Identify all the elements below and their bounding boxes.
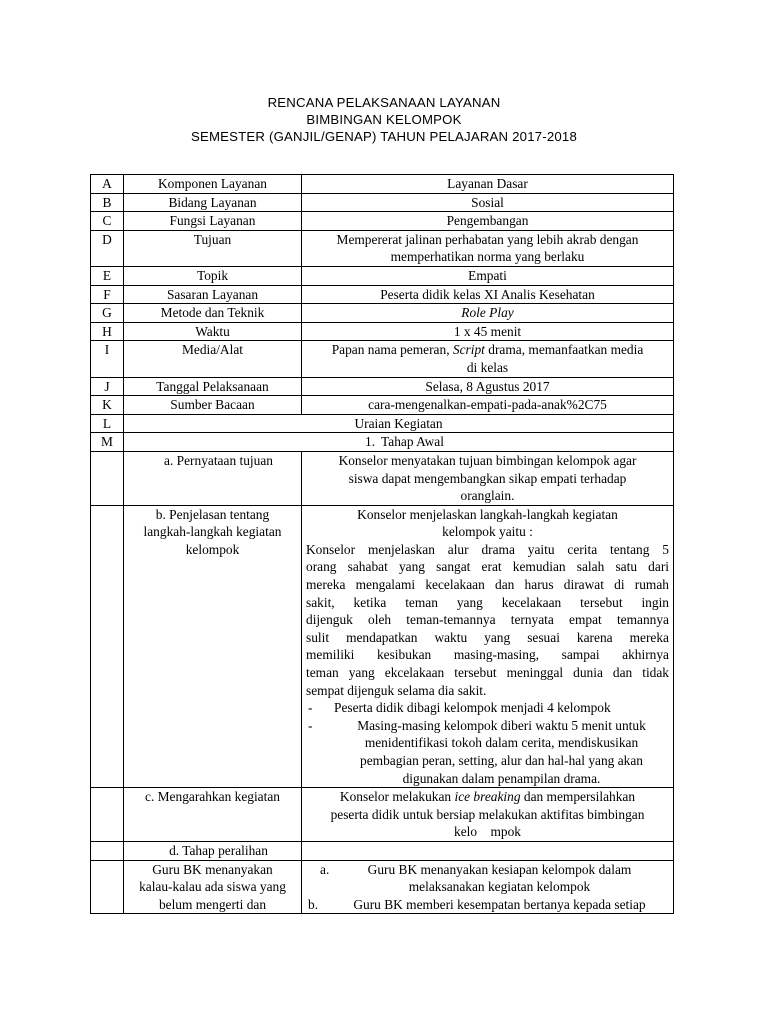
table-row	[91, 285, 674, 304]
empty-cell	[91, 505, 124, 788]
row-value: Role Play	[302, 304, 674, 323]
row-value: Peserta didik kelas XI Analis Kesehatan	[302, 285, 674, 304]
table-row	[91, 451, 674, 505]
bullet-line: menidentifikasi tokoh dalam cerita, mendiskusikan	[364, 735, 639, 751]
row-value: 1 x 45 menit	[302, 322, 674, 341]
activity-description	[302, 451, 674, 505]
row-code: F	[91, 285, 124, 304]
bullet-text: Peserta didik dibagi kelompok menjadi 4 kelompok	[334, 700, 611, 716]
description-line: mereka mengalami kecelakaan dan harus dirawat di rumah	[306, 577, 669, 593]
row-code: C	[91, 212, 124, 231]
row-label: Komponen Layanan	[124, 175, 302, 194]
description-line: dijenguk oleh teman-temannya ternyata empat temannya	[306, 612, 669, 628]
item-line: melaksanakan kegiatan kelompok	[408, 879, 591, 895]
value-italic: Script	[452, 342, 485, 358]
numbered-item	[306, 896, 669, 914]
table-row	[91, 788, 674, 842]
row-code: G	[91, 304, 124, 323]
table-row	[91, 322, 674, 341]
description-text: dan mempersilahkan	[520, 789, 636, 805]
table-row	[91, 175, 674, 194]
label-line: b. Penjelasan tentang	[155, 506, 270, 522]
row-value: Sosial	[302, 193, 674, 212]
table-row	[91, 212, 674, 231]
label-line: kelompok	[185, 541, 240, 557]
value-text: drama, memanfaatkan media	[484, 342, 644, 358]
row-label: Tujuan	[124, 230, 302, 266]
row-value: Pengembangan	[302, 212, 674, 231]
row-code: K	[91, 396, 124, 415]
description-text: Konselor melakukan	[339, 789, 455, 805]
item-line: Guru BK menanyakan kesiapan kelompok dalam	[367, 861, 632, 877]
table-row	[91, 193, 674, 212]
description-italic: ice breaking	[454, 789, 521, 805]
row-label: Metode dan Teknik	[124, 304, 302, 323]
table-row	[91, 414, 674, 433]
row-label: Bidang Layanan	[124, 193, 302, 212]
document-header	[0, 94, 768, 145]
row-value: cara-mengenalkan-empati-pada-anak%2C75	[302, 396, 674, 415]
row-code: B	[91, 193, 124, 212]
table-row	[91, 341, 674, 377]
section-heading: Uraian Kegiatan	[124, 414, 674, 433]
row-label: Tanggal Pelaksanaan	[124, 377, 302, 396]
row-code: E	[91, 266, 124, 285]
row-code: M	[91, 433, 124, 452]
table-row	[91, 266, 674, 285]
dash-marker: -	[308, 700, 313, 716]
bullet-item	[306, 699, 669, 717]
activity-description	[302, 505, 674, 788]
header-title: RENCANA PELAKSANAAN LAYANAN	[267, 95, 501, 110]
row-code: D	[91, 230, 124, 266]
row-code: A	[91, 175, 124, 194]
table-row	[91, 377, 674, 396]
item-line: Guru BK memberi kesempatan bertanya kepada setiap	[353, 896, 646, 912]
table-row	[91, 505, 674, 788]
row-code: H	[91, 322, 124, 341]
description-line: oranglain.	[460, 488, 515, 504]
label-line: Guru BK menanyakan	[152, 861, 273, 877]
value-line	[306, 341, 669, 359]
description-line	[306, 788, 669, 806]
stage-title: Tahap Awal	[381, 434, 444, 450]
value-text: Papan nama pemeran,	[331, 342, 453, 358]
description-line: kelo mpok	[454, 824, 521, 840]
empty-cell	[91, 451, 124, 505]
bullet-item	[306, 717, 669, 787]
row-code: J	[91, 377, 124, 396]
item-marker: b.	[308, 896, 319, 912]
empty-cell	[91, 788, 124, 842]
row-code: L	[91, 414, 124, 433]
header-semester: SEMESTER (GANJIL/GENAP) TAHUN PELAJARAN 2017-2018	[190, 129, 577, 144]
description-line: memiliki kesibukan masing-masing, sampai akhirnya	[306, 647, 669, 663]
label-line: belum mengerti dan	[158, 896, 267, 912]
row-label: Media/Alat	[124, 341, 302, 377]
description-line: sakit, ketika teman yang kecelakaan tersebut ingin	[306, 594, 669, 610]
description-line: kelompok yaitu :	[442, 524, 533, 540]
table-row	[91, 433, 674, 452]
description-line: Konselor menjelaskan alur drama yaitu cerita tentang 5	[306, 541, 669, 557]
stage-number: 1.	[365, 434, 376, 450]
row-code: I	[91, 341, 124, 377]
table-row	[91, 860, 674, 914]
row-value: Selasa, 8 Agustus 2017	[302, 377, 674, 396]
value-line: Mempererat jalinan perhabatan yang lebih akrab dengan	[336, 231, 639, 247]
bullet-line: pembagian peran, setting, alur dan hal-hal yang akan	[360, 753, 643, 768]
activity-label: d. Tahap peralihan	[124, 841, 302, 860]
row-value	[302, 341, 674, 377]
value-line: di kelas	[466, 359, 509, 375]
label-line: kalau-kalau ada siswa yang	[139, 879, 286, 895]
description-line: Konselor menjelaskan langkah-langkah kegiatan	[357, 506, 618, 522]
activity-description	[302, 788, 674, 842]
description-line: orang sahabat yang sangat erat kemudian salah satu dari	[306, 559, 669, 575]
value-line: memperhatikan norma yang berlaku	[390, 249, 585, 265]
description-line: peserta didik untuk bersiap melakukan aktifitas bimbingan	[330, 806, 645, 822]
stage-heading	[124, 433, 674, 452]
row-value	[302, 230, 674, 266]
row-label: Fungsi Layanan	[124, 212, 302, 231]
description-line: sulit mendapatkan waktu yang sesuai karena mereka	[306, 629, 669, 645]
description-line: siswa dapat mengembangkan sikap empati terhadap	[348, 470, 627, 486]
bullet-line: Masing-masing kelompok diberi waktu 5 menit untuk	[357, 717, 646, 733]
numbered-item	[306, 861, 669, 896]
item-marker: a.	[320, 861, 330, 877]
label-line: langkah-langkah kegiatan	[143, 524, 282, 540]
row-label: Waktu	[124, 322, 302, 341]
activity-label	[124, 505, 302, 788]
activity-description	[302, 860, 674, 914]
empty-cell	[302, 841, 674, 860]
table-row	[91, 304, 674, 323]
header-subtitle: BIMBINGAN KELOMPOK	[306, 112, 462, 127]
description-line: teman yang ekcelakaan tersebut meninggal dunia dan tidak	[306, 665, 669, 681]
activity-label	[124, 860, 302, 914]
row-value: Layanan Dasar	[302, 175, 674, 194]
description-line: sempat dijenguk selama dia sakit.	[306, 682, 487, 698]
dash-marker: -	[308, 717, 313, 733]
row-label: Sumber Bacaan	[124, 396, 302, 415]
activity-label: c. Mengarahkan kegiatan	[124, 788, 302, 842]
table-row	[91, 230, 674, 266]
plan-table	[90, 174, 674, 914]
description-line: Konselor menyatakan tujuan bimbingan kelompok agar	[338, 452, 637, 468]
row-value: Empati	[302, 266, 674, 285]
empty-cell	[91, 841, 124, 860]
bullet-line: digunakan dalam penampilan drama.	[402, 770, 601, 786]
row-label: Topik	[124, 266, 302, 285]
row-label: Sasaran Layanan	[124, 285, 302, 304]
table-row	[91, 841, 674, 860]
table-row	[91, 396, 674, 415]
activity-label: a. Pernyataan tujuan	[124, 451, 302, 505]
empty-cell	[91, 860, 124, 914]
